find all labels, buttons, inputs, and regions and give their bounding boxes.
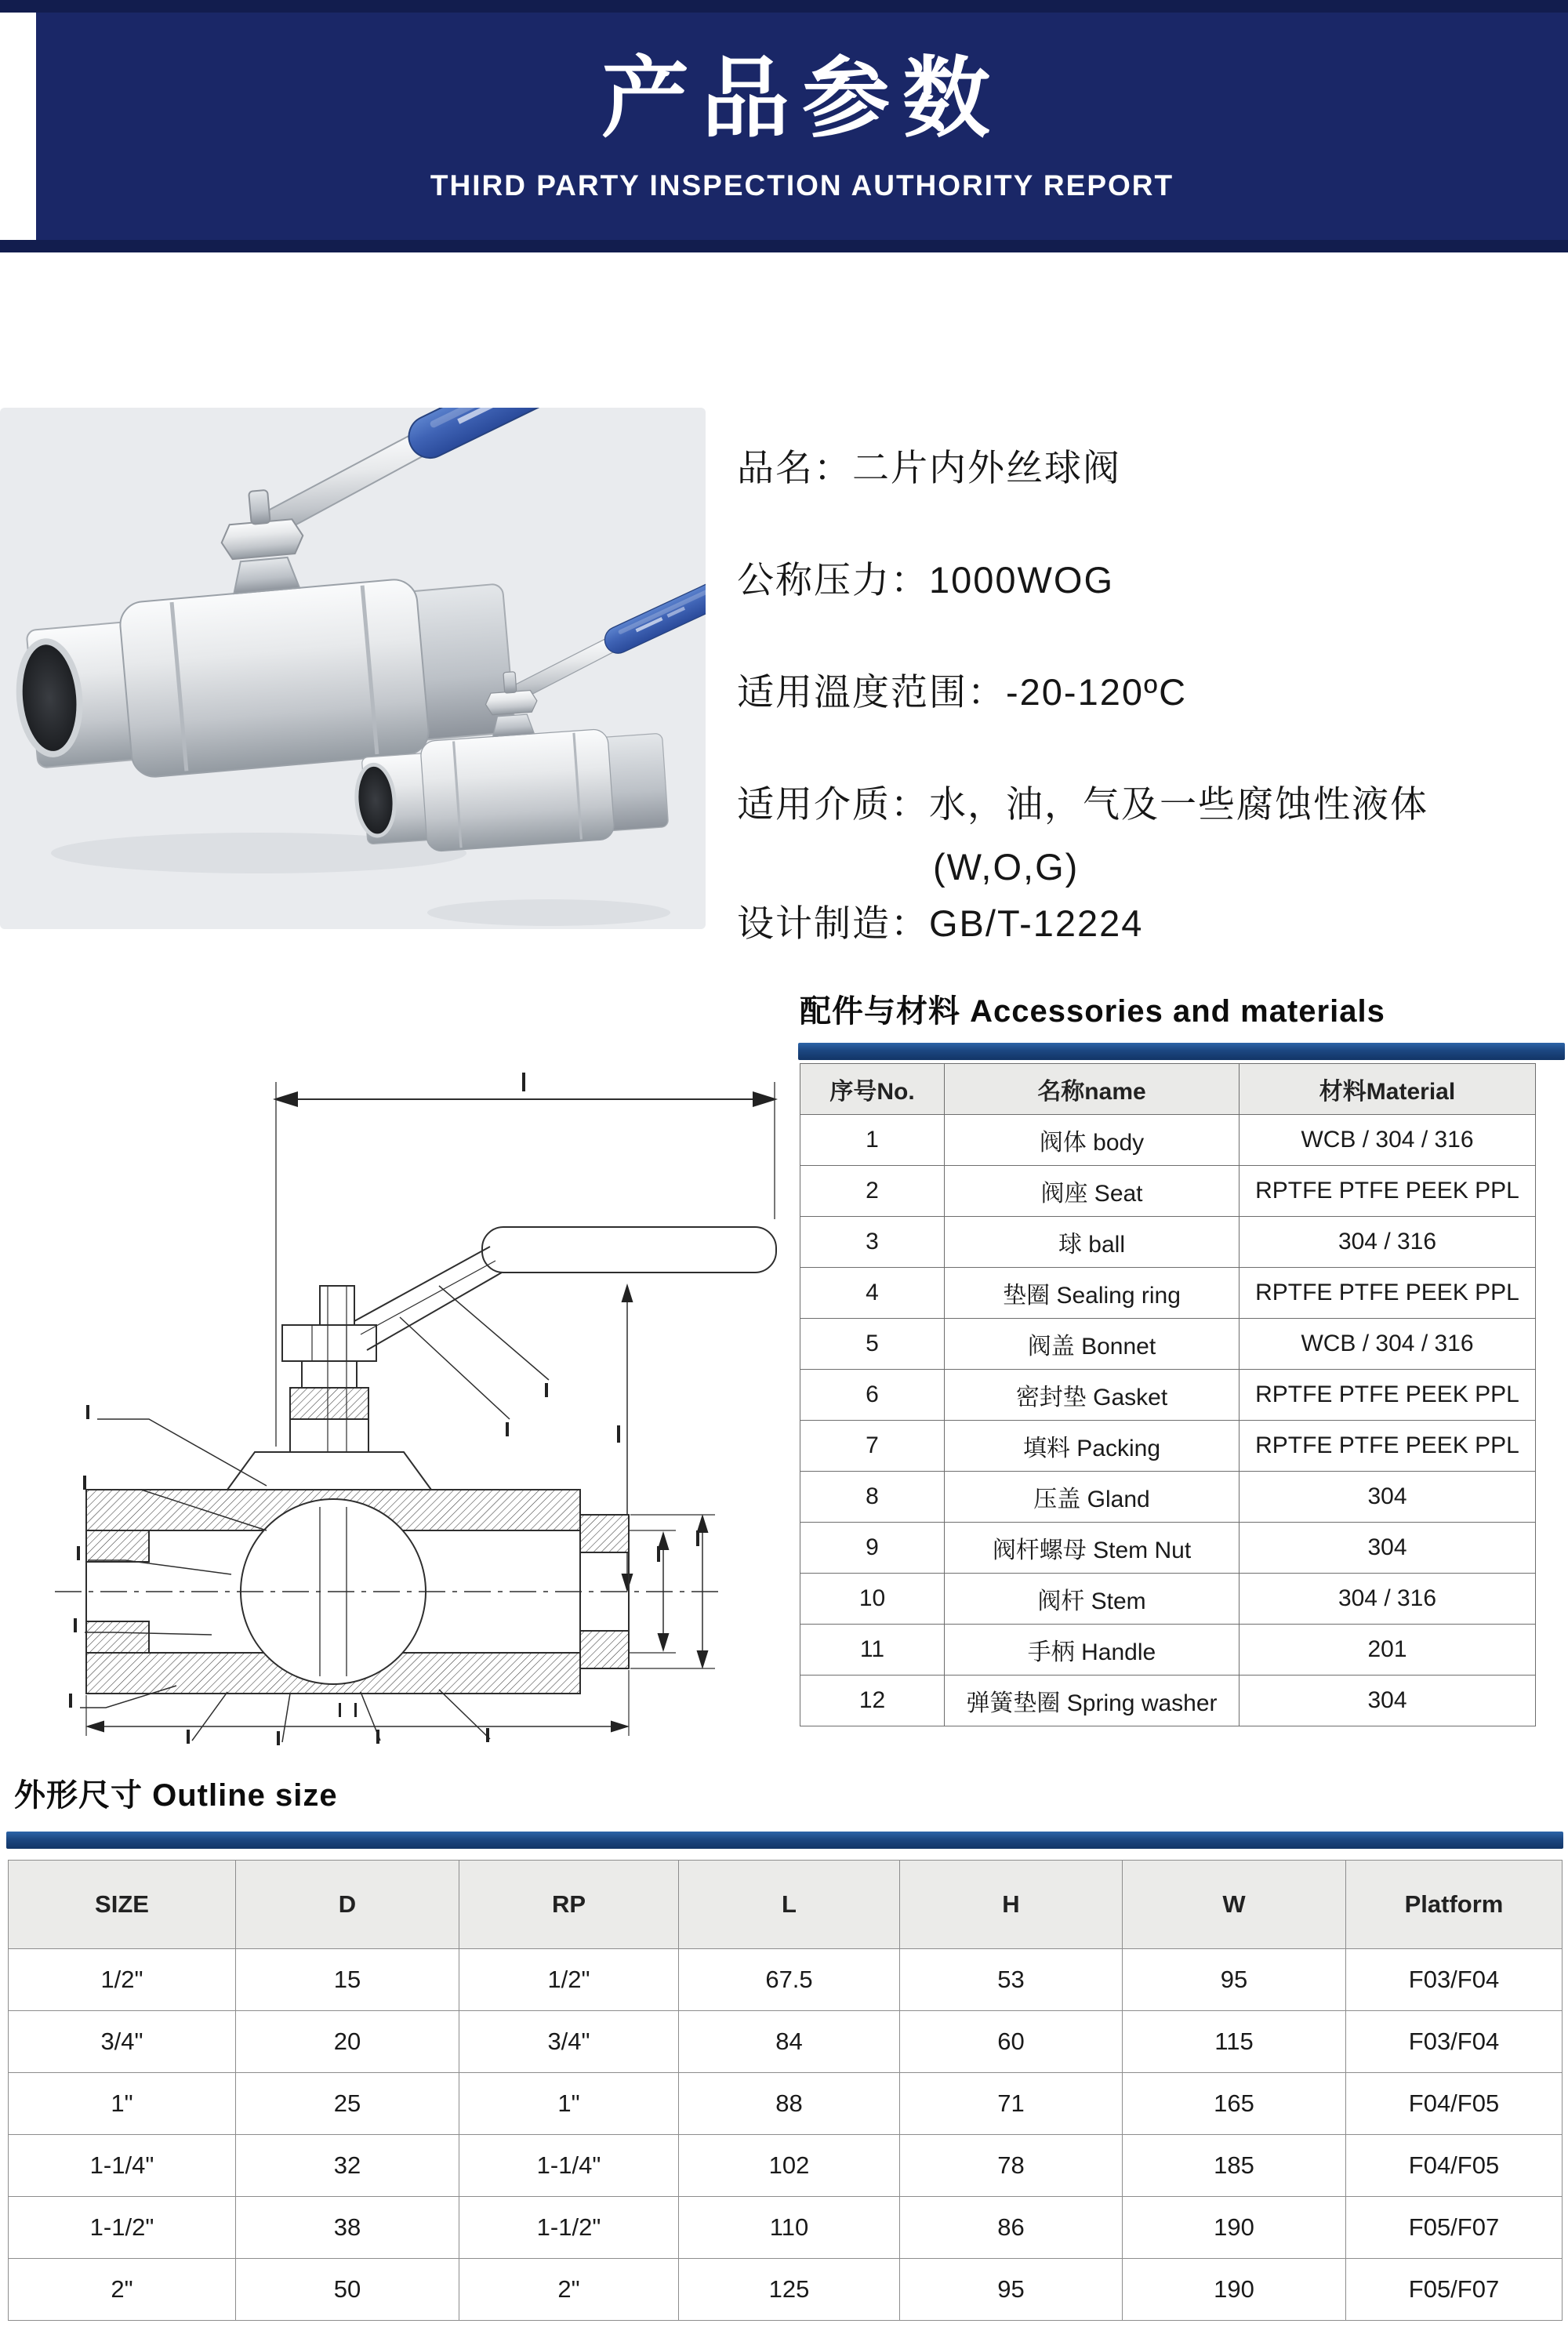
- table-cell: 20: [236, 2011, 459, 2073]
- table-cell: 304: [1240, 1523, 1536, 1574]
- table-cell: 1-1/2": [459, 2197, 679, 2259]
- accessories-header-row: [800, 1064, 1536, 1115]
- table-cell: 32: [236, 2135, 459, 2197]
- table-row: [800, 1115, 1536, 1166]
- product-info-line: 设计制造：GB/T-12224: [737, 902, 1144, 944]
- header-banner: [36, 13, 1568, 240]
- table-cell: 填料 Packing: [945, 1421, 1240, 1472]
- table-cell: 3/4": [459, 2011, 679, 2073]
- valve-cross-section-drawing: [31, 1051, 815, 1748]
- table-row: [9, 2197, 1563, 2259]
- column-header: D: [236, 1861, 459, 1949]
- table-row: [9, 2073, 1563, 2135]
- table-cell: 25: [236, 2073, 459, 2135]
- table-cell: F04/F05: [1346, 2135, 1563, 2197]
- table-cell: 2": [459, 2259, 679, 2321]
- column-header: Platform: [1346, 1861, 1563, 1949]
- section-title-accessories: 配件与材料 Accessories and materials: [800, 994, 1385, 1029]
- table-cell: 1-1/4": [9, 2135, 236, 2197]
- page-subtitle: THIRD PARTY INSPECTION AUTHORITY REPORT: [430, 169, 1174, 201]
- table-cell: 5: [800, 1319, 945, 1370]
- table-cell: 185: [1123, 2135, 1346, 2197]
- table-cell: WCB / 304 / 316: [1240, 1319, 1536, 1370]
- table-cell: 304 / 316: [1240, 1217, 1536, 1268]
- table-cell: 110: [679, 2197, 900, 2259]
- table-cell: 密封垫 Gasket: [945, 1370, 1240, 1421]
- table-row: [9, 2011, 1563, 2073]
- table-cell: F03/F04: [1346, 1949, 1563, 2011]
- table-cell: 53: [900, 1949, 1123, 2011]
- accessories-divider-bar: [798, 1043, 1565, 1060]
- table-cell: 67.5: [679, 1949, 900, 2011]
- table-cell: 阀杆 Stem: [945, 1574, 1240, 1625]
- accessories-table-body: [800, 1115, 1536, 1726]
- table-cell: 2": [9, 2259, 236, 2321]
- table-cell: 垫圈 Sealing ring: [945, 1268, 1240, 1319]
- table-row: [800, 1217, 1536, 1268]
- table-cell: 95: [1123, 1949, 1346, 2011]
- table-cell: 115: [1123, 2011, 1346, 2073]
- product-info: [737, 439, 1552, 1007]
- table-cell: 88: [679, 2073, 900, 2135]
- table-cell: 3/4": [9, 2011, 236, 2073]
- column-header: 名称name: [945, 1064, 1240, 1115]
- table-cell: 190: [1123, 2197, 1346, 2259]
- table-cell: RPTFE PTFE PEEK PPL: [1240, 1166, 1536, 1217]
- table-cell: 71: [900, 2073, 1123, 2135]
- table-row: [9, 2259, 1563, 2321]
- table-cell: 15: [236, 1949, 459, 2011]
- table-cell: 弹簧垫圈 Spring washer: [945, 1676, 1240, 1726]
- table-cell: F04/F05: [1346, 2073, 1563, 2135]
- column-header: SIZE: [9, 1861, 236, 1949]
- table-row: [800, 1676, 1536, 1726]
- table-cell: 50: [236, 2259, 459, 2321]
- table-cell: 1-1/4": [459, 2135, 679, 2197]
- table-row: [800, 1268, 1536, 1319]
- table-cell: WCB / 304 / 316: [1240, 1115, 1536, 1166]
- table-row: [9, 2135, 1563, 2197]
- page-title: 产品参数: [601, 49, 1003, 147]
- table-cell: 手柄 Handle: [945, 1625, 1240, 1676]
- table-cell: 球 ball: [945, 1217, 1240, 1268]
- product-info-line: (W,O,G): [933, 846, 1080, 888]
- product-info-line: 品名：二片内外丝球阀: [737, 447, 1121, 488]
- column-header: H: [900, 1861, 1123, 1949]
- table-cell: 1": [459, 2073, 679, 2135]
- product-info-line: 适用介质：水，油，气及一些腐蚀性液体: [737, 783, 1428, 825]
- table-cell: 304: [1240, 1472, 1536, 1523]
- table-cell: 125: [679, 2259, 900, 2321]
- table-cell: F05/F07: [1346, 2197, 1563, 2259]
- table-cell: RPTFE PTFE PEEK PPL: [1240, 1421, 1536, 1472]
- table-cell: 304 / 316: [1240, 1574, 1536, 1625]
- table-cell: 1: [800, 1115, 945, 1166]
- table-row: [800, 1625, 1536, 1676]
- table-cell: 12: [800, 1676, 945, 1726]
- table-cell: 60: [900, 2011, 1123, 2073]
- table-cell: 11: [800, 1625, 945, 1676]
- table-cell: 1/2": [459, 1949, 679, 2011]
- table-row: [800, 1421, 1536, 1472]
- accessories-table: [800, 1063, 1536, 1726]
- table-row: [800, 1166, 1536, 1217]
- outline-size-table: [8, 1860, 1563, 2321]
- banner-top-strip: [0, 0, 1568, 13]
- table-row: [800, 1370, 1536, 1421]
- table-cell: 102: [679, 2135, 900, 2197]
- table-row: [800, 1523, 1536, 1574]
- outline-divider-bar: [6, 1832, 1563, 1849]
- outline-header-row: [9, 1861, 1563, 1949]
- column-header: RP: [459, 1861, 679, 1949]
- table-cell: 阀座 Seat: [945, 1166, 1240, 1217]
- table-cell: 9: [800, 1523, 945, 1574]
- table-cell: 4: [800, 1268, 945, 1319]
- column-header: W: [1123, 1861, 1346, 1949]
- column-header: 序号No.: [800, 1064, 945, 1115]
- table-cell: 8: [800, 1472, 945, 1523]
- product-info-line: 公称压力：1000WOG: [737, 559, 1115, 601]
- table-cell: 78: [900, 2135, 1123, 2197]
- column-header: 材料Material: [1240, 1064, 1536, 1115]
- table-row: [800, 1472, 1536, 1523]
- table-cell: 95: [900, 2259, 1123, 2321]
- table-cell: 1/2": [9, 1949, 236, 2011]
- table-cell: 阀盖 Bonnet: [945, 1319, 1240, 1370]
- table-cell: 165: [1123, 2073, 1346, 2135]
- table-cell: 190: [1123, 2259, 1346, 2321]
- section-title-outline-size: 外形尺寸 Outline size: [14, 1778, 338, 1813]
- table-row: [800, 1319, 1536, 1370]
- table-cell: 86: [900, 2197, 1123, 2259]
- table-cell: 1-1/2": [9, 2197, 236, 2259]
- product-photo: [0, 408, 706, 929]
- ball-valve-photo-illustration: [0, 408, 706, 929]
- table-cell: 7: [800, 1421, 945, 1472]
- product-info-line: 适用溫度范围：-20-120ºC: [737, 671, 1188, 713]
- table-cell: 压盖 Gland: [945, 1472, 1240, 1523]
- table-row: [9, 1949, 1563, 2011]
- table-cell: 阀体 body: [945, 1115, 1240, 1166]
- table-cell: 2: [800, 1166, 945, 1217]
- table-cell: RPTFE PTFE PEEK PPL: [1240, 1370, 1536, 1421]
- table-cell: 84: [679, 2011, 900, 2073]
- table-cell: 304: [1240, 1676, 1536, 1726]
- banner-bottom-strip: [0, 240, 1568, 252]
- outline-table-body: [9, 1949, 1563, 2321]
- table-cell: 3: [800, 1217, 945, 1268]
- table-cell: 10: [800, 1574, 945, 1625]
- table-cell: F03/F04: [1346, 2011, 1563, 2073]
- table-cell: F05/F07: [1346, 2259, 1563, 2321]
- table-cell: 1": [9, 2073, 236, 2135]
- column-header: L: [679, 1861, 900, 1949]
- table-row: [800, 1574, 1536, 1625]
- table-cell: 38: [236, 2197, 459, 2259]
- table-cell: 6: [800, 1370, 945, 1421]
- table-cell: 阀杆螺母 Stem Nut: [945, 1523, 1240, 1574]
- table-cell: RPTFE PTFE PEEK PPL: [1240, 1268, 1536, 1319]
- valve-drawing: [31, 1051, 815, 1748]
- table-cell: 201: [1240, 1625, 1536, 1676]
